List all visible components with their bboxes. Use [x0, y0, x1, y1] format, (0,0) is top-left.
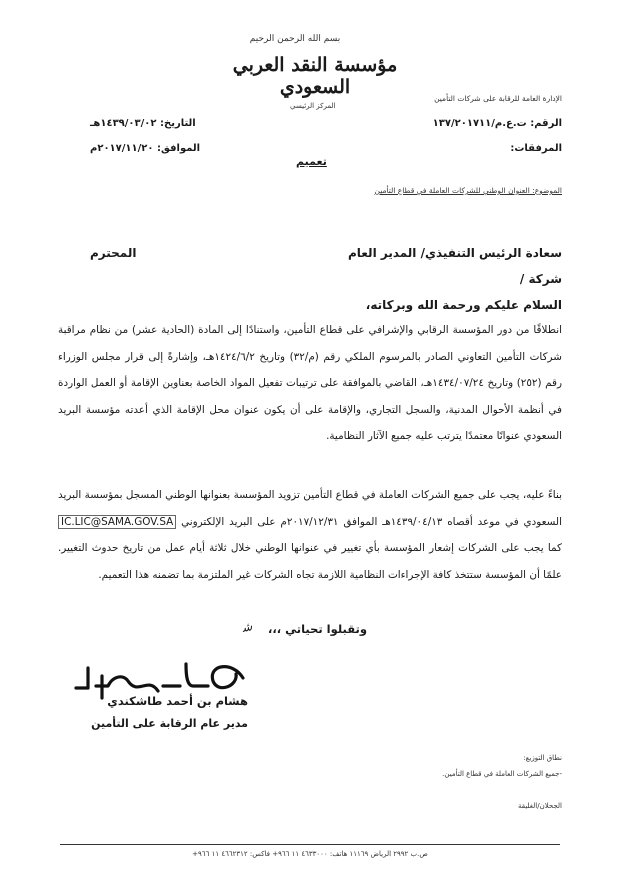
- signer-title: مدير عام الرقابة على التأمين: [91, 717, 248, 730]
- date-gregorian: الموافق: ٢٠١٧/١١/٢٠م: [90, 143, 201, 154]
- greeting: السلام عليكم ورحمة الله وبركاته،: [365, 298, 562, 312]
- footer-divider: [60, 844, 560, 845]
- addressee: سعادة الرئيس التنفيذي/ المدير العام: [347, 246, 562, 260]
- signer-name: هشام بن أحمد طاشكندي: [107, 694, 248, 708]
- organization-logo: مؤسسة النقد العربي السعودي: [232, 54, 398, 98]
- distribution-title: نطاق التوزيع:: [523, 754, 562, 762]
- honorific: المحترم: [90, 246, 137, 260]
- paragraph-2: [58, 482, 562, 588]
- paragraph-2-end: كما يجب على الشركات إشعار المؤسسة بأي تغيير في عنوانها الوطني خلال ثلاثة أيام عمل من تاريخ حدوث التغيير. علمًا أن المؤسسة ستتخذ كافة الإجراءات النظامية اللازمة تجاه الشركات غير الملتزمة بما تضمنه هذا التعميم.: [58, 542, 562, 581]
- company-line: شركة /: [519, 272, 562, 286]
- reference-number: الرقم: ت.ع.م/١٣٧/٢٠١٧١١: [432, 118, 562, 129]
- attachments-label: المرفقات:: [510, 143, 562, 154]
- department-name: الإدارة العامة للرقابة على شركات التأمين: [434, 94, 562, 103]
- closing: وتقبلوا تحياتي ،،،: [268, 622, 367, 636]
- distribution-item: -جميع الشركات العاملة في قطاع التأمين.: [442, 770, 562, 778]
- paragraph-1: انطلاقًا من دور المؤسسة الرقابي والإشرافي على قطاع التأمين، واستنادًا إلى المادة (الحادية عشر) من نظام مراقبة شركات التأمين التعاوني الصادر بالمرسوم الملكي رقم (م/٣٢) وتاريخ ١٤٢٤/٦/٢هـ، وإشارةً إلى قرار مجلس الوزراء رقم (٢٥٢) وتاريخ ١٤٣٤/٠٧/٢٤هـ، القاضي بالموافقة على ترتيبات تفعيل المواد الخاصة بعناوين الإقامة أو العمل الواردة في أنظمة الأحوال المدنية، والسجل التجاري، والإقامة على أن يكون عنوان محل الإقامة الذي أعدته مؤسسة البريد السعودي عنوانًا معتمدًا يترتب عليه جميع الآثار النظامية.: [58, 324, 562, 442]
- footer-contact: ص.ب ٢٩٩٢ الرياض ١١١٦٩ هاتف: ٤٦٣٣٠٠٠ ١١ ٩٦٦+ فاكس: ٤٦٦٢٣١٢ ١١ ٩٦٦+: [192, 850, 428, 858]
- initials-mark: ﺷ: [240, 619, 254, 635]
- headquarters-label: المركز الرئيسي: [290, 102, 336, 110]
- date-hijri: التاريخ: ١٤٣٩/٠٣/٠٢هـ: [90, 118, 196, 129]
- paragraph-2-start: بناءً عليه، يجب على جميع الشركات العاملة في قطاع التأمين تزويد المؤسسة بعنوانها الوطني المسجل بمؤسسة البريد السعودي في موعد أقصاه ١٤٣٩/٠٤/١٣هـ الموافق ٢٠١٧/١٢/٣١م على البريد الإلكتروني: [58, 489, 562, 528]
- document-type: تعميم: [296, 155, 327, 168]
- filing-reference: الجحلان/الغليقة: [518, 802, 562, 810]
- subject-line: الموضوع: العنوان الوطني للشركات العاملة في قطاع التأمين: [374, 186, 562, 195]
- email-link[interactable]: IC.LIC@SAMA.GOV.SA: [58, 515, 176, 529]
- basmala: بسم الله الرحمن الرحيم: [249, 34, 341, 44]
